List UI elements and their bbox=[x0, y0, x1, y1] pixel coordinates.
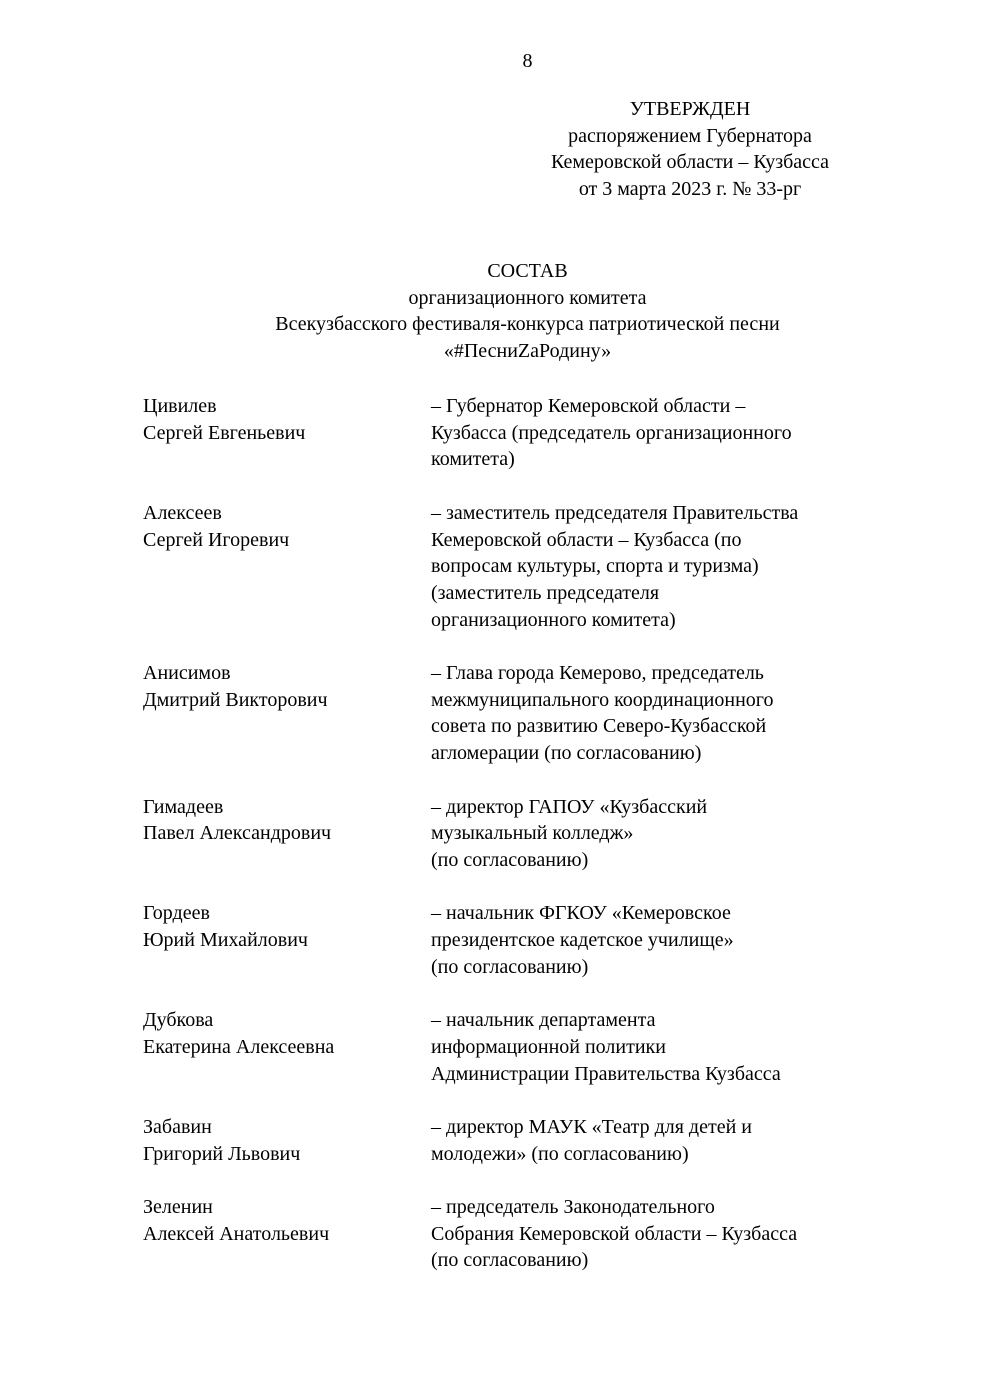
member-name bbox=[143, 794, 431, 874]
member-entry bbox=[143, 1114, 873, 1167]
title-event: Всекузбасского фестиваля-конкурса патриотической песни bbox=[275, 313, 780, 336]
spacer bbox=[143, 1167, 873, 1194]
approval-block bbox=[500, 96, 880, 203]
member-entry bbox=[143, 794, 873, 874]
title-heading: СОСТАВ bbox=[487, 260, 568, 282]
spacer bbox=[143, 767, 873, 794]
member-name bbox=[143, 1194, 431, 1274]
member-given-names: Павел Александрович bbox=[143, 822, 332, 845]
member-name bbox=[143, 500, 431, 634]
members-list bbox=[143, 393, 873, 1274]
member-name bbox=[143, 660, 431, 767]
member-role: – начальник департамента информационной политики Администрации Правительства Кузбасса bbox=[431, 1009, 781, 1085]
member-entry bbox=[143, 500, 873, 634]
member-name bbox=[143, 1114, 431, 1167]
member-given-names: Дмитрий Викторович bbox=[143, 688, 328, 711]
member-surname: Анисимов bbox=[143, 662, 231, 684]
approval-status: УТВЕРЖДЕН bbox=[629, 98, 751, 120]
member-entry bbox=[143, 393, 873, 473]
approval-order-type: распоряжением Губернатора bbox=[568, 124, 812, 147]
title-event-name: «#ПесниZаРодину» bbox=[443, 340, 612, 363]
member-surname: Забавин bbox=[143, 1115, 212, 1138]
member-surname: Алексеев bbox=[143, 501, 222, 524]
member-given-names: Сергей Игоревич bbox=[143, 528, 290, 551]
approval-date-number: от 3 марта 2023 г. № 33-рг bbox=[578, 178, 802, 201]
member-given-names: Екатерина Алексеевна bbox=[143, 1035, 335, 1058]
page-number: 8 bbox=[522, 50, 533, 72]
member-given-names: Юрий Михайлович bbox=[143, 929, 308, 951]
member-role: – директор МАУК «Театр для детей и молодежи» (по согласованию) bbox=[431, 1115, 753, 1165]
member-role: – Глава города Кемерово, председатель межмуниципального координационного совета по развитию Северо-Кузбасской агломерации (по согласованию) bbox=[431, 662, 774, 765]
member-entry bbox=[143, 1194, 873, 1274]
spacer bbox=[143, 980, 873, 1007]
spacer bbox=[143, 633, 873, 660]
member-name bbox=[143, 393, 431, 473]
member-surname: Гордеев bbox=[143, 902, 210, 925]
member-given-names: Сергей Евгеньевич bbox=[143, 421, 306, 444]
spacer bbox=[143, 874, 873, 901]
member-entry bbox=[143, 900, 873, 980]
approval-region: Кемеровской области – Кузбасса bbox=[550, 151, 830, 174]
member-given-names: Григорий Львович bbox=[143, 1142, 301, 1165]
member-entry bbox=[143, 1007, 873, 1087]
member-role: – председатель Законодательного Собрания Кемеровской области – Кузбасса (по согласованию) bbox=[431, 1195, 798, 1272]
member-surname: Цивилев bbox=[143, 395, 217, 417]
title-subject: организационного комитета bbox=[408, 286, 647, 309]
member-surname: Зеленин bbox=[143, 1195, 213, 1218]
spacer bbox=[143, 1087, 873, 1114]
member-role: – Губернатор Кемеровской области – Кузбасса (председатель организационного комитета) bbox=[431, 395, 792, 471]
member-name bbox=[143, 900, 431, 980]
member-role: – начальник ФГКОУ «Кемеровское президентское кадетское училище» (по согласованию) bbox=[431, 902, 734, 978]
member-surname: Гимадеев bbox=[143, 795, 224, 818]
spacer bbox=[143, 473, 873, 500]
member-role: – заместитель председателя Правительства Кемеровской области – Кузбасса (по вопросам культуры, спорта и туризма) (заместитель председателя организационного комитета) bbox=[431, 501, 799, 631]
member-given-names: Алексей Анатольевич bbox=[143, 1222, 330, 1245]
member-entry bbox=[143, 660, 873, 767]
member-role: – директор ГАПОУ «Кузбасский музыкальный колледж» (по согласованию) bbox=[431, 795, 708, 871]
member-name bbox=[143, 1007, 431, 1087]
document-title bbox=[0, 258, 990, 365]
member-surname: Дубкова bbox=[143, 1009, 214, 1032]
